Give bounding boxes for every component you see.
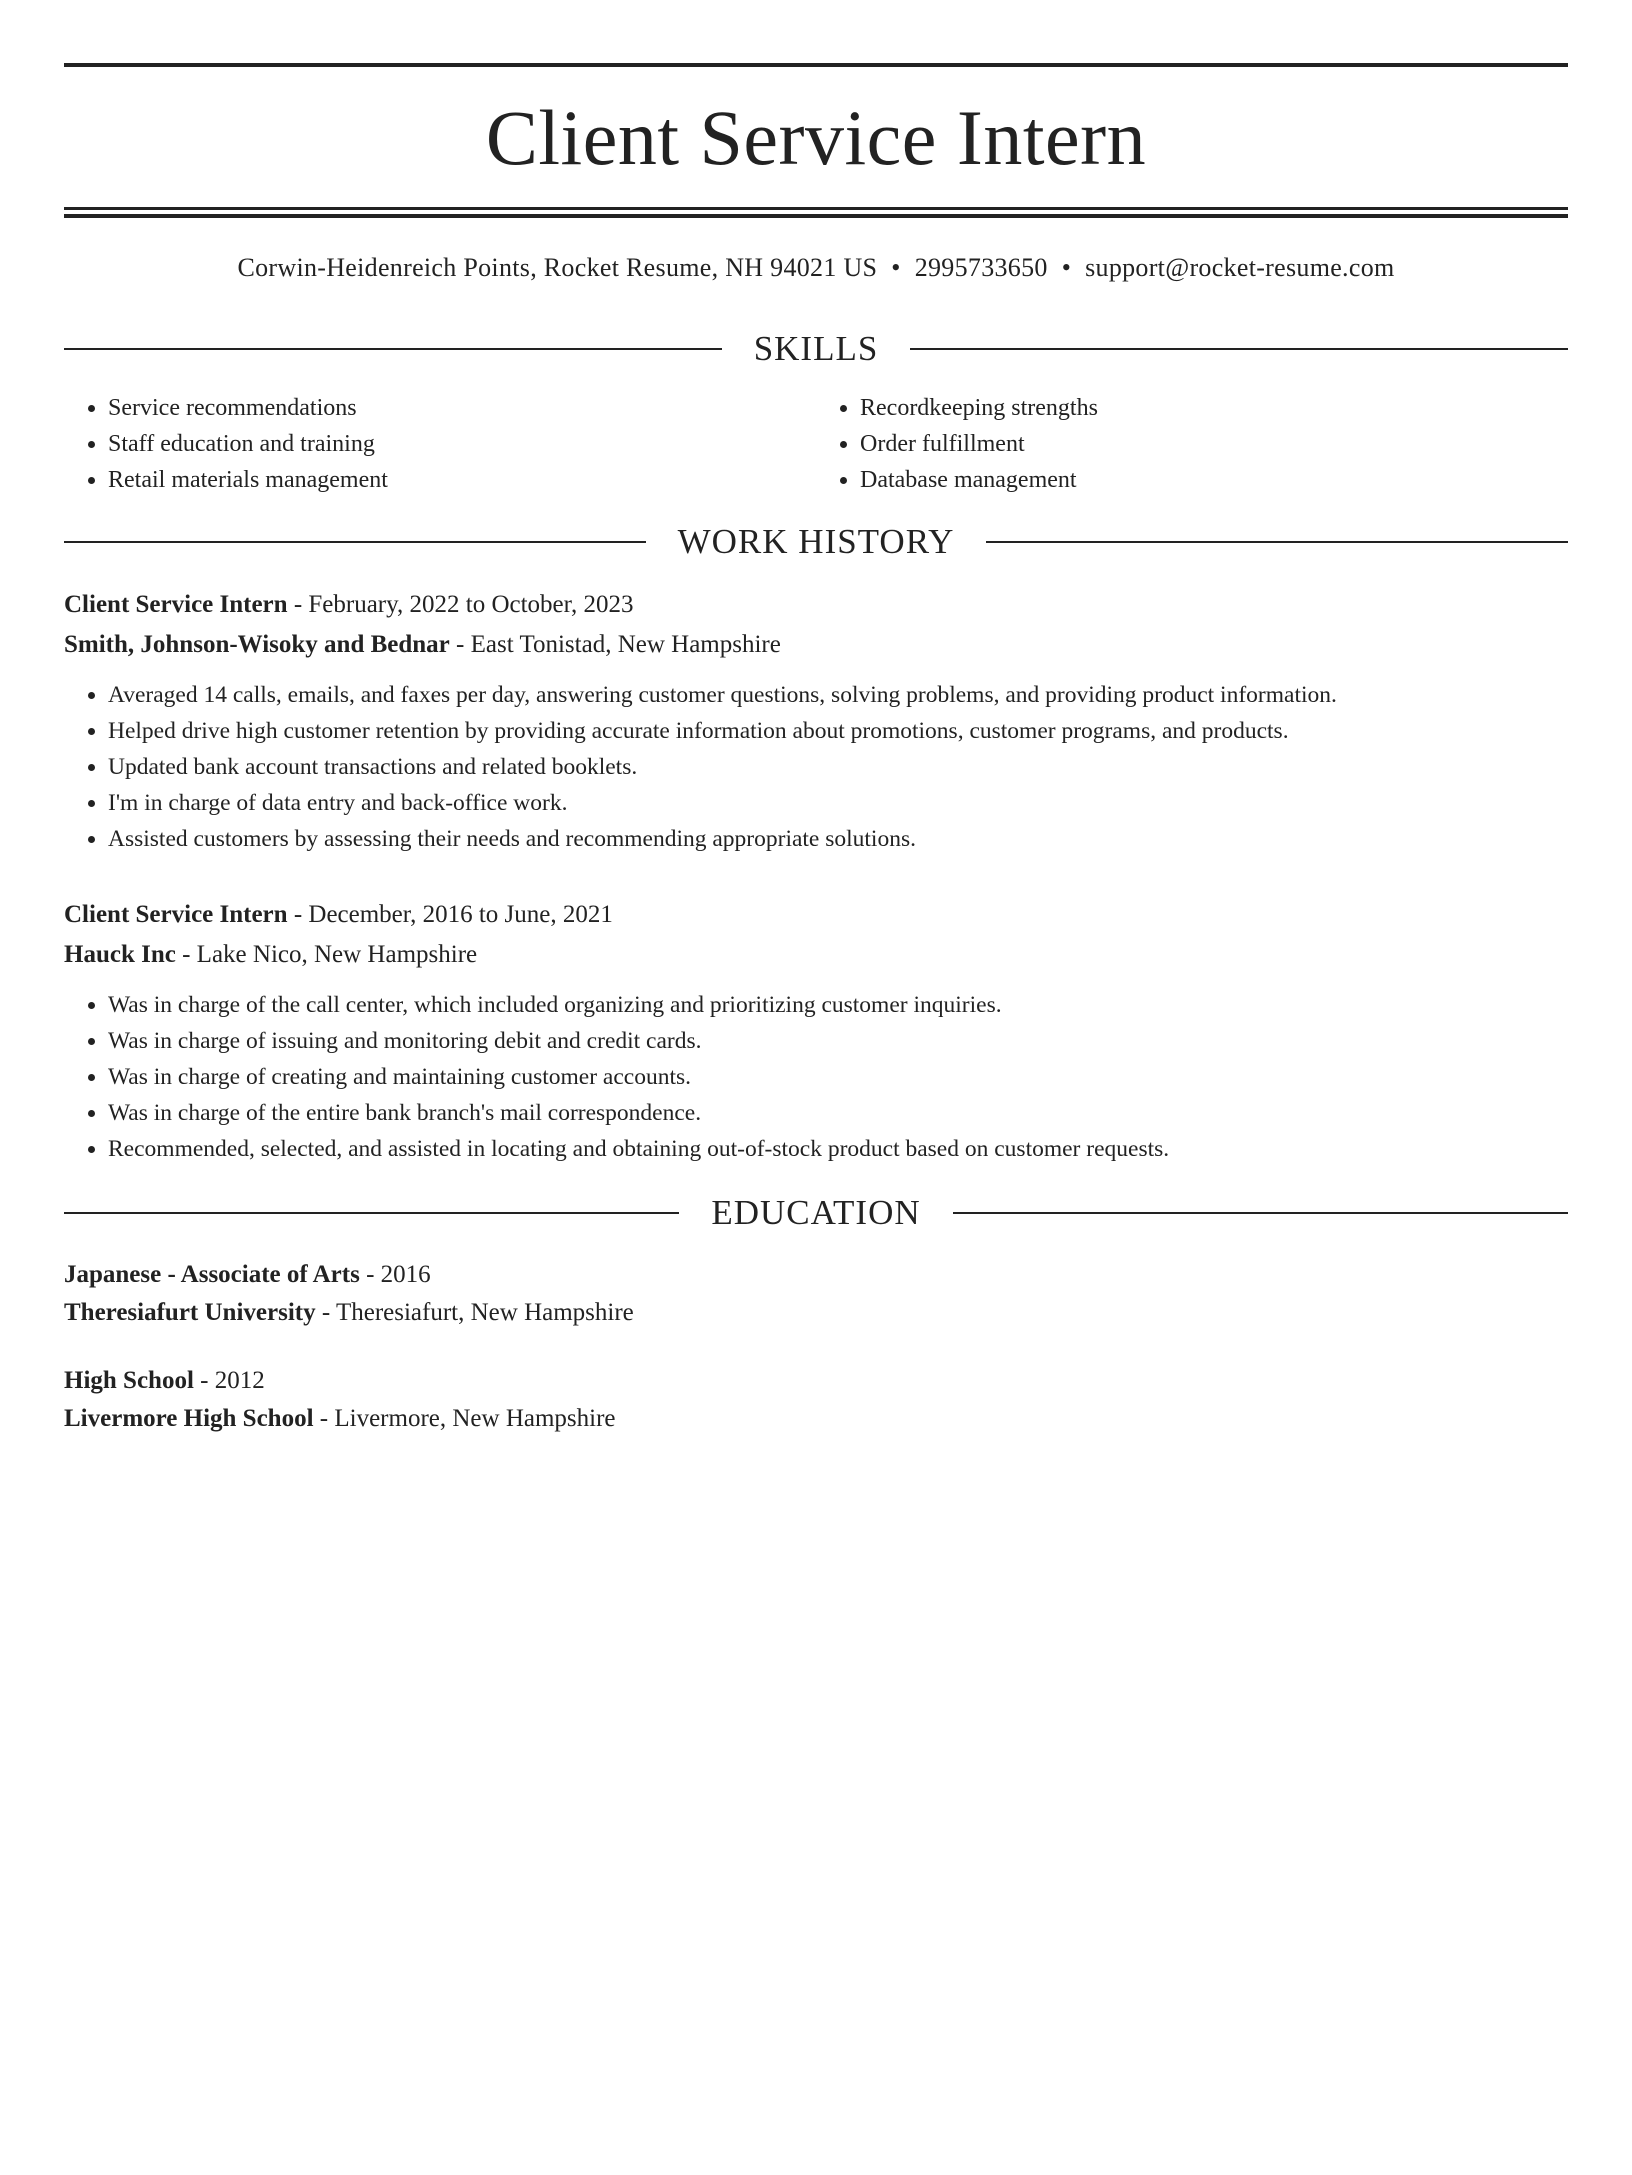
job-bullet: • I'm in charge of data entry and back-office work. (108, 785, 1568, 821)
job-location: Lake Nico, New Hampshire (196, 941, 478, 969)
job-bullets (64, 987, 1568, 1167)
job-bullet: • Assisted customers by assessing their needs and recommending appropriate solutions. (108, 821, 1568, 857)
heading-rule (64, 1212, 679, 1214)
section-title: WORK HISTORY (677, 522, 955, 562)
contact-separator: • (1061, 253, 1072, 282)
education-school-line (64, 1400, 1568, 1438)
education-year: 2016 (380, 1261, 431, 1289)
skill-item: • Database management (860, 462, 1568, 498)
dash: - (313, 1405, 335, 1433)
skills-column-right (816, 390, 1568, 498)
dash: - (449, 631, 471, 659)
job-title-line (64, 585, 1568, 625)
job-bullet: • Was in charge of creating and maintaining customer accounts. (108, 1059, 1568, 1095)
job-company: Smith, Johnson-Wisoky and Bednar (64, 631, 450, 659)
top-rule (64, 63, 1568, 67)
job-bullet: • Recommended, selected, and assisted in locating and obtaining out-of-stock product based on customer requests. (108, 1131, 1568, 1167)
job-entry (64, 895, 1568, 1167)
contact-email: support@rocket-resume.com (1085, 253, 1395, 282)
education-degree-line (64, 1362, 1568, 1400)
skills-column-left (64, 390, 816, 498)
contact-address: Corwin-Heidenreich Points, Rocket Resume, NH 94021 US (237, 253, 878, 282)
dash: - (315, 1299, 336, 1327)
section-heading-education (64, 1193, 1568, 1233)
job-bullet: • Was in charge of the call center, which included organizing and prioritizing customer inquiries. (108, 987, 1568, 1023)
job-entry (64, 585, 1568, 857)
education-location: Theresiafurt, New Hampshire (335, 1299, 634, 1327)
job-company: Hauck Inc (64, 941, 176, 969)
job-title: Client Service Intern (64, 901, 288, 929)
education-degree-line (64, 1256, 1568, 1294)
contact-phone: 2995733650 (914, 253, 1048, 282)
contact-line (64, 252, 1568, 283)
job-dates: December, 2016 to June, 2021 (308, 901, 613, 929)
job-bullet: • Helped drive high customer retention by providing accurate information about promotions, customer programs, and products. (108, 713, 1568, 749)
dash: - (193, 1367, 215, 1395)
heading-rule (64, 348, 722, 350)
job-bullet: • Updated bank account transactions and related booklets. (108, 749, 1568, 785)
education-school-line (64, 1294, 1568, 1332)
education-degree: High School (64, 1367, 194, 1395)
education-school: Theresiafurt University (64, 1299, 316, 1327)
heading-rule (64, 541, 646, 543)
job-bullet: • Was in charge of issuing and monitoring debit and credit cards. (108, 1023, 1568, 1059)
job-title-line (64, 895, 1568, 935)
skill-item: • Staff education and training (108, 426, 816, 462)
skill-item: • Service recommendations (108, 390, 816, 426)
candidate-name: Client Service Intern (485, 94, 1147, 181)
job-title: Client Service Intern (64, 591, 288, 619)
education-entry (64, 1362, 1568, 1438)
dash: - (287, 591, 309, 619)
job-bullet: • Was in charge of the entire bank branch's mail correspondence. (108, 1095, 1568, 1131)
heading-rule (910, 348, 1568, 350)
job-company-line (64, 625, 1568, 665)
heading-rule (953, 1212, 1568, 1214)
contact-separator: • (891, 253, 901, 282)
job-company-line (64, 935, 1568, 975)
skill-item: • Order fulfillment (860, 426, 1568, 462)
job-location: East Tonistad, New Hampshire (470, 631, 781, 659)
resume-page (0, 63, 1632, 2175)
skill-item: • Retail materials management (108, 462, 816, 498)
section-heading-work-history (64, 522, 1568, 562)
education-year: 2012 (214, 1367, 265, 1395)
skills-list (64, 390, 1568, 498)
dash: - (287, 901, 309, 929)
job-bullet: • Averaged 14 calls, emails, and faxes per day, answering customer questions, solving problems, and providing product information. (108, 677, 1568, 713)
section-title: EDUCATION (711, 1193, 921, 1233)
job-dates: February, 2022 to October, 2023 (308, 591, 634, 619)
education-school: Livermore High School (64, 1405, 314, 1433)
heading-rule (986, 541, 1568, 543)
section-heading-skills (64, 329, 1568, 369)
education-location: Livermore, New Hampshire (334, 1405, 616, 1433)
double-rule (64, 207, 1568, 218)
dash: - (175, 941, 197, 969)
education-degree: Japanese - Associate of Arts (64, 1261, 360, 1289)
section-title: SKILLS (753, 329, 879, 369)
job-bullets (64, 677, 1568, 857)
dash: - (359, 1261, 381, 1289)
skill-item: • Recordkeeping strengths (860, 390, 1568, 426)
education-entry (64, 1256, 1568, 1332)
